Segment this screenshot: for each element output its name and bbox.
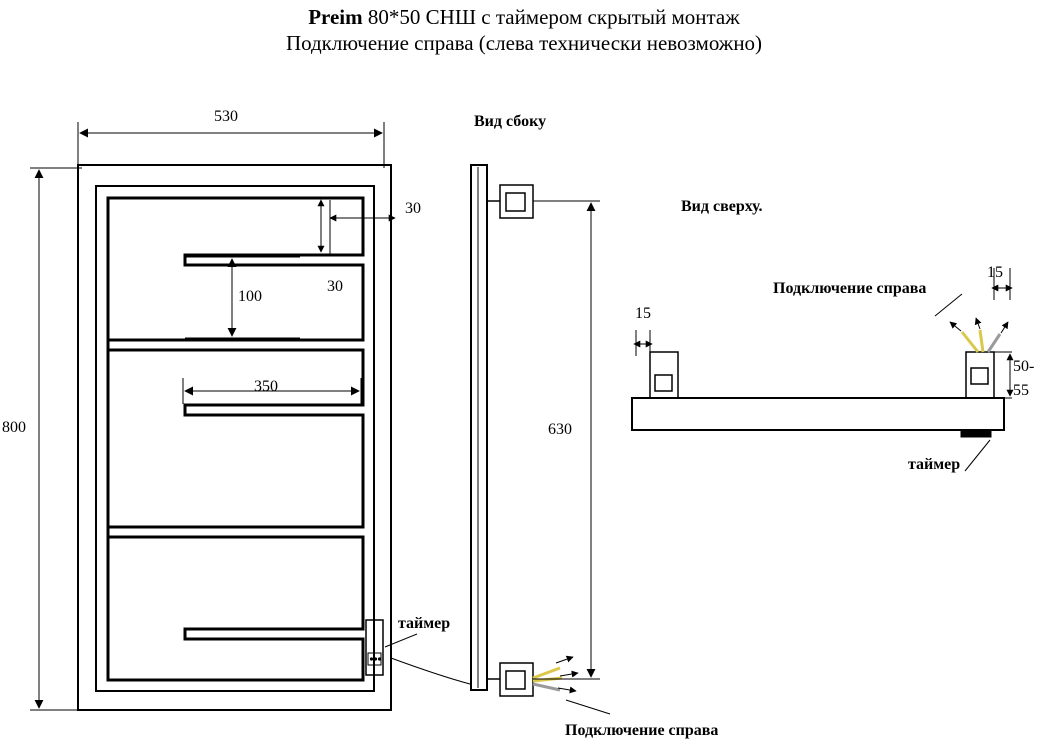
title-line-1-rest: 80*50 СНШ с таймером скрытый монтаж (362, 5, 740, 29)
front-timer-led-2 (374, 657, 377, 660)
top-wire-arrow-2 (976, 318, 980, 329)
side-profile-body (471, 165, 487, 690)
top-wire-yellow-2 (980, 330, 983, 352)
top-wire-arrow-1 (950, 322, 961, 331)
dim-label-55: 55 (1013, 382, 1029, 399)
top-wire-gray-1 (988, 334, 1000, 352)
top-connection-label: Подключение справа (773, 280, 927, 297)
serpentine-pipe (108, 198, 363, 680)
front-timer-led-3 (378, 657, 381, 660)
brand-name: Preim (308, 5, 363, 29)
top-bracket-left-inner (655, 375, 672, 391)
top-timer-leader (965, 440, 990, 471)
front-timer-label: таймер (398, 615, 451, 632)
front-timer-leader (385, 634, 417, 647)
side-view-label: Вид сбоку (474, 113, 547, 130)
side-connection-label: Подключение справа (565, 722, 719, 739)
top-view-label: Вид сверху. (681, 198, 763, 215)
timer-cable (391, 658, 470, 684)
top-view-panel (632, 398, 1004, 430)
dim-label-50: 50- (1013, 358, 1035, 375)
dim-label-100: 100 (238, 288, 262, 305)
top-timer-tab (961, 430, 991, 437)
side-bracket-top-inner (506, 193, 525, 211)
dim-label-630: 630 (548, 421, 572, 438)
dim-label-15-right: 15 (987, 264, 1003, 281)
dim-label-530: 530 (214, 108, 238, 125)
side-bracket-bottom-outer (500, 663, 533, 696)
wire-arrow-2 (560, 673, 578, 676)
top-view-group (632, 268, 1012, 471)
dim-label-30-top: 30 (405, 200, 421, 217)
wire-arrow-1 (556, 657, 573, 663)
dim-label-15-left: 15 (635, 305, 651, 322)
wire-arrow-3 (558, 688, 576, 691)
front-timer-led-1 (370, 657, 373, 660)
front-view-group (30, 122, 417, 710)
wire-yellow-1 (533, 668, 560, 678)
dim-label-800: 800 (2, 419, 26, 436)
top-bracket-right-outer (966, 352, 994, 398)
dim-label-350: 350 (254, 378, 278, 395)
side-bracket-top-outer (500, 185, 533, 218)
top-timer-label: таймер (908, 456, 961, 473)
wire-gray-1 (533, 684, 560, 690)
side-bracket-bottom-inner (506, 671, 525, 689)
top-wire-yellow-1 (962, 332, 978, 352)
top-wire-arrow-3 (1001, 322, 1008, 333)
connection-bottom-leader (566, 700, 610, 714)
front-inner-frame (96, 186, 374, 691)
dim-label-30-inner: 30 (327, 278, 343, 295)
page-title-line-2: Подключение справа (слева технически невозможно) (285, 31, 763, 55)
top-bracket-right-inner (971, 368, 988, 384)
top-connection-leader (935, 294, 962, 316)
